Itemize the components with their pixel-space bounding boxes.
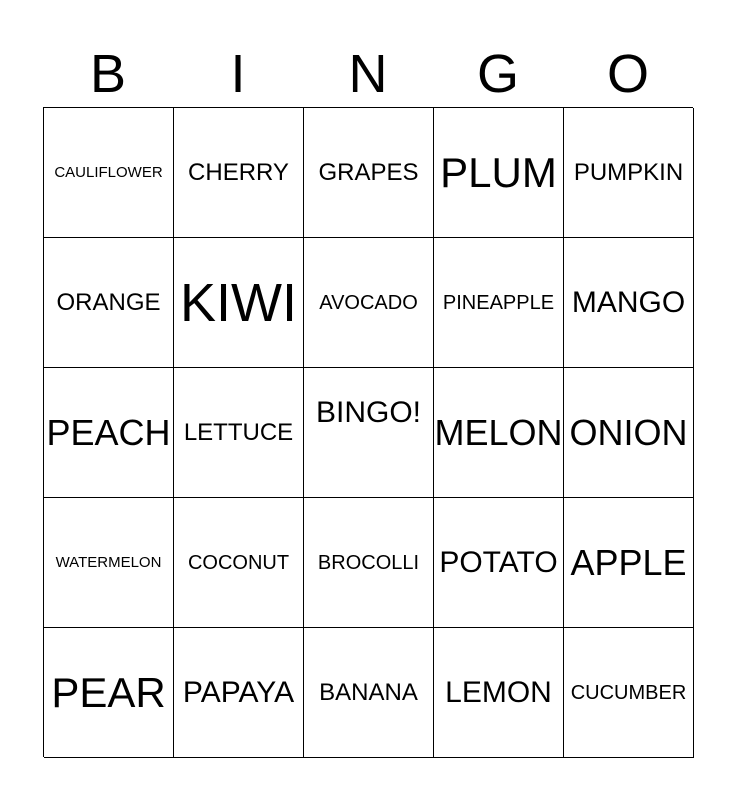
bingo-cell[interactable]: CUCUMBER	[564, 628, 694, 758]
bingo-cell[interactable]: KIWI	[174, 238, 304, 368]
bingo-cell[interactable]: PAPAYA	[174, 628, 304, 758]
bingo-cell[interactable]: ONION	[564, 368, 694, 498]
bingo-cell[interactable]: PEACH	[44, 368, 174, 498]
bingo-cell[interactable]: BANANA	[304, 628, 434, 758]
bingo-cell[interactable]: POTATO	[434, 498, 564, 628]
free-space-cell[interactable]: BINGO!	[304, 368, 434, 498]
bingo-cell[interactable]: CHERRY	[174, 108, 304, 238]
bingo-cell[interactable]: MANGO	[564, 238, 694, 368]
bingo-cell[interactable]: BROCOLLI	[304, 498, 434, 628]
bingo-cell[interactable]: PLUM	[434, 108, 564, 238]
bingo-cell[interactable]: CAULIFLOWER	[44, 108, 174, 238]
bingo-cell[interactable]: WATERMELON	[44, 498, 174, 628]
bingo-cell[interactable]: PINEAPPLE	[434, 238, 564, 368]
header-letter-n: N	[348, 44, 388, 104]
bingo-cell[interactable]: PEAR	[44, 628, 174, 758]
bingo-cell[interactable]: APPLE	[564, 498, 694, 628]
header-letter-g: G	[476, 44, 519, 104]
header-letter-o: O	[606, 44, 649, 104]
header-letter-b: B	[89, 44, 127, 104]
header-letter-i: I	[230, 44, 246, 104]
bingo-cell[interactable]: ORANGE	[44, 238, 174, 368]
bingo-cell[interactable]: LEMON	[434, 628, 564, 758]
bingo-cell[interactable]: AVOCADO	[304, 238, 434, 368]
bingo-cell[interactable]: MELON	[434, 368, 564, 498]
bingo-board	[43, 107, 693, 757]
bingo-cell[interactable]: PUMPKIN	[564, 108, 694, 238]
bingo-cell[interactable]: COCONUT	[174, 498, 304, 628]
bingo-cell[interactable]: LETTUCE	[174, 368, 304, 498]
bingo-cell[interactable]: GRAPES	[304, 108, 434, 238]
bingo-header	[43, 40, 693, 108]
